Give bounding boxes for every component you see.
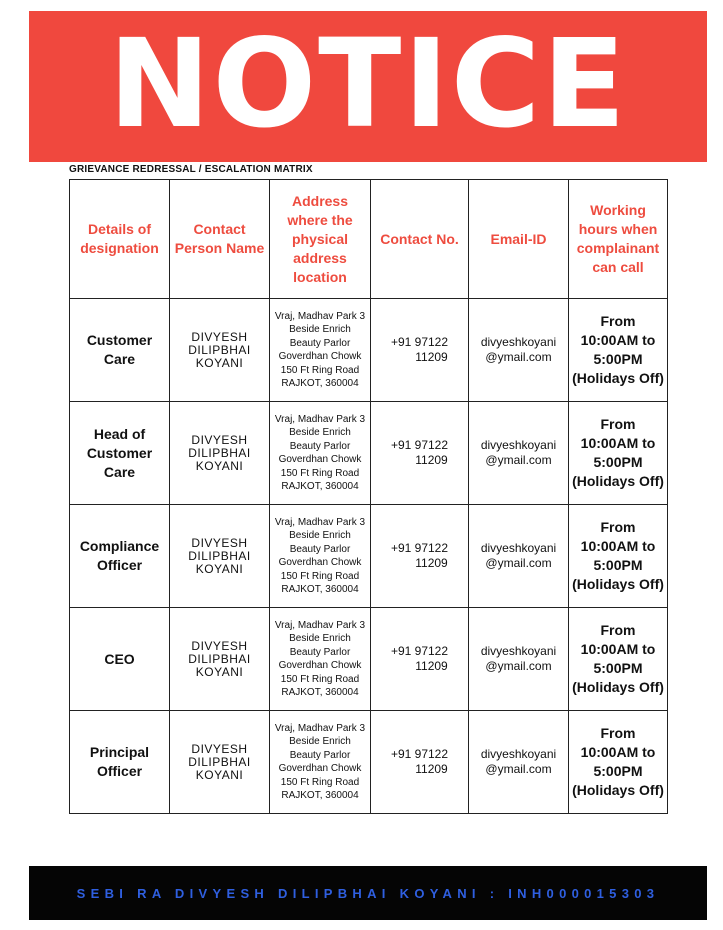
header-address: Address where the physical address location xyxy=(270,180,371,299)
phone-cell xyxy=(371,608,469,711)
contact-person-cell: DIVYESH DILIPBHAI KOYANI xyxy=(170,505,270,608)
table-row xyxy=(70,402,668,505)
contact-person-cell: DIVYESH DILIPBHAI KOYANI xyxy=(170,299,270,402)
phone-number-part: +91 97122 xyxy=(390,541,449,555)
email-cell xyxy=(469,402,569,505)
designation-cell: Head of Customer Care xyxy=(70,402,170,505)
phone-number-part: 11209 xyxy=(415,659,448,673)
email-part: divyeshkoyani xyxy=(480,438,557,452)
email-part: divyeshkoyani xyxy=(480,335,557,349)
phone-number-part: +91 97122 xyxy=(390,438,449,452)
email-part: divyeshkoyani xyxy=(480,644,557,658)
email-part: @ymail.com xyxy=(485,350,552,364)
phone-number-part: +91 97122 xyxy=(390,644,449,658)
contact-person-cell: DIVYESH DILIPBHAI KOYANI xyxy=(170,402,270,505)
sebi-registration-text: SEBI RA DIVYESH DILIPBHAI KOYANI : INH000015303 xyxy=(76,885,660,901)
email-part: @ymail.com xyxy=(485,659,552,673)
designation-cell: Principal Officer xyxy=(70,711,170,814)
phone-number-part: 11209 xyxy=(415,453,448,467)
header-working-hours: Working hours when complainant can call xyxy=(569,180,668,299)
phone-number-part: 11209 xyxy=(415,350,448,364)
header-designation: Details of designation xyxy=(70,180,170,299)
address-cell: Vraj, Madhav Park 3 Beside Enrich Beauty Parlor Goverdhan Chowk 150 Ft Ring Road RAJKOT, 360004 xyxy=(270,505,371,608)
notice-title: NOTICE xyxy=(108,12,628,155)
email-cell xyxy=(469,299,569,402)
table-row xyxy=(70,505,668,608)
address-cell: Vraj, Madhav Park 3 Beside Enrich Beauty Parlor Goverdhan Chowk 150 Ft Ring Road RAJKOT, 360004 xyxy=(270,711,371,814)
email-cell xyxy=(469,505,569,608)
phone-number-part: +91 97122 xyxy=(390,335,449,349)
designation-cell: Compliance Officer xyxy=(70,505,170,608)
contact-person-cell: DIVYESH DILIPBHAI KOYANI xyxy=(170,608,270,711)
email-part: @ymail.com xyxy=(485,453,552,467)
table-row xyxy=(70,299,668,402)
table-row xyxy=(70,711,668,814)
address-cell: Vraj, Madhav Park 3 Beside Enrich Beauty Parlor Goverdhan Chowk 150 Ft Ring Road RAJKOT, 360004 xyxy=(270,299,371,402)
table-row xyxy=(70,608,668,711)
designation-cell: CEO xyxy=(70,608,170,711)
contact-person-cell: DIVYESH DILIPBHAI KOYANI xyxy=(170,711,270,814)
phone-cell xyxy=(371,711,469,814)
header-email: Email-ID xyxy=(469,180,569,299)
escalation-matrix-table xyxy=(69,179,668,814)
notice-banner xyxy=(29,11,707,162)
address-cell: Vraj, Madhav Park 3 Beside Enrich Beauty Parlor Goverdhan Chowk 150 Ft Ring Road RAJKOT, 360004 xyxy=(270,608,371,711)
email-part: divyeshkoyani xyxy=(480,747,557,761)
email-part: @ymail.com xyxy=(485,762,552,776)
footer-bar xyxy=(29,866,707,920)
address-cell: Vraj, Madhav Park 3 Beside Enrich Beauty Parlor Goverdhan Chowk 150 Ft Ring Road RAJKOT, 360004 xyxy=(270,402,371,505)
header-contact-no: Contact No. xyxy=(371,180,469,299)
phone-number-part: 11209 xyxy=(415,556,448,570)
phone-number-part: 11209 xyxy=(415,762,448,776)
email-cell xyxy=(469,711,569,814)
email-part: @ymail.com xyxy=(485,556,552,570)
working-hours-cell: From 10:00AM to 5:00PM (Holidays Off) xyxy=(569,505,668,608)
matrix-subtitle: GRIEVANCE REDRESSAL / ESCALATION MATRIX xyxy=(69,164,313,175)
working-hours-cell: From 10:00AM to 5:00PM (Holidays Off) xyxy=(569,402,668,505)
table-header-row xyxy=(70,180,668,299)
working-hours-cell: From 10:00AM to 5:00PM (Holidays Off) xyxy=(569,608,668,711)
phone-cell xyxy=(371,402,469,505)
email-cell xyxy=(469,608,569,711)
working-hours-cell: From 10:00AM to 5:00PM (Holidays Off) xyxy=(569,299,668,402)
phone-cell xyxy=(371,299,469,402)
phone-cell xyxy=(371,505,469,608)
header-contact-person: Contact Person Name xyxy=(170,180,270,299)
working-hours-cell: From 10:00AM to 5:00PM (Holidays Off) xyxy=(569,711,668,814)
designation-cell: Customer Care xyxy=(70,299,170,402)
phone-number-part: +91 97122 xyxy=(390,747,449,761)
email-part: divyeshkoyani xyxy=(480,541,557,555)
